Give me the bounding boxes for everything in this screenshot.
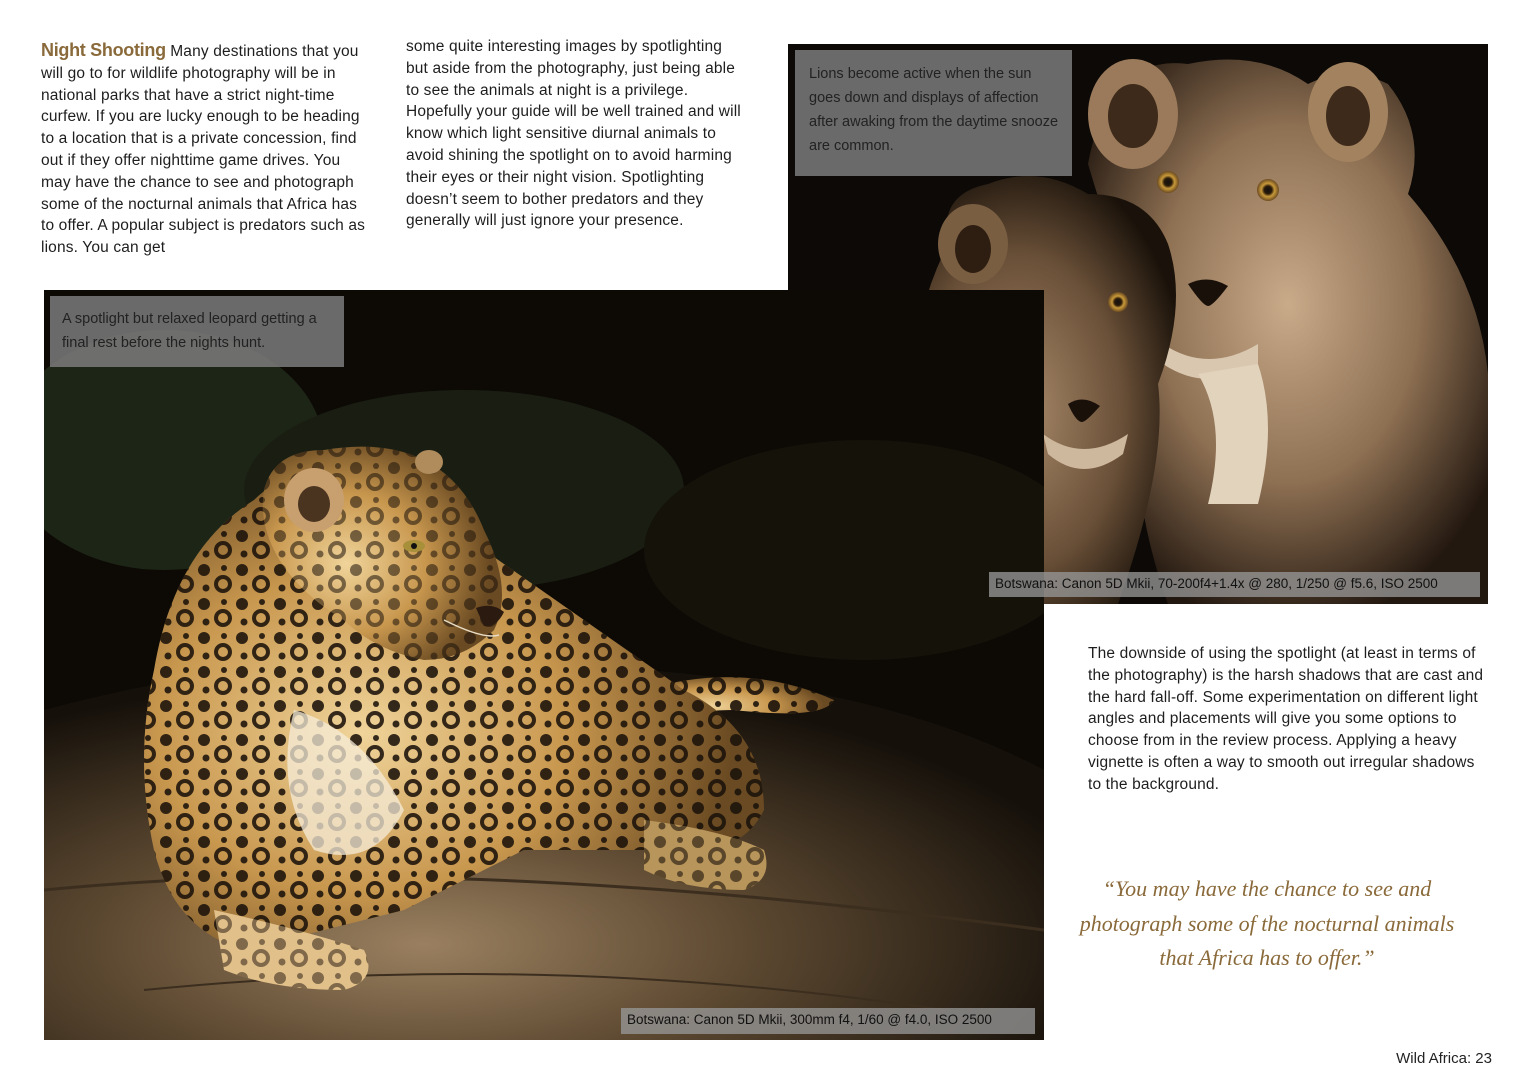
article-column-1 <box>41 40 373 259</box>
lion-photo-caption <box>795 50 1072 176</box>
article-column-2 <box>406 36 742 232</box>
section-heading: Night Shooting <box>41 40 166 60</box>
pull-quote: “You may have the chance to see and photograph some of the nocturnal animals that Africa has to offer.” <box>1079 876 1455 970</box>
leopard-photo-caption <box>50 296 344 367</box>
lion-photo-exif: Botswana: Canon 5D Mkii, 70-200f4+1.4x @ 280, 1/250 @ f5.6, ISO 2500 <box>989 572 1480 597</box>
page-footer: Wild Africa: 23 <box>1396 1050 1492 1067</box>
leopard-photo-illustration <box>44 290 1044 1040</box>
leopard-caption-text: A spotlight but relaxed leopard getting a final rest before the nights hunt. <box>62 311 317 351</box>
leopard-photo-exif: Botswana: Canon 5D Mkii, 300mm f4, 1/60 @ f4.0, ISO 2500 <box>621 1008 1035 1034</box>
article-column-3 <box>1088 643 1488 796</box>
leopard-photo <box>44 290 1044 1040</box>
column-3-text: The downside of using the spotlight (at least in terms of the photography) is the harsh shadows that are cast and the hard fall-off. Some experimentation on different light angles and placements will give you some options to choose from in the review process. Applying a heavy vignette is often a way to smooth out irregular shadows to the background. <box>1088 645 1484 793</box>
column-2-text: some quite interesting images by spotlighting but aside from the photography, just being able to see the animals at night is a privilege. Hopefully your guide will be well trained and will know which light sensitive diurnal animals to avoid shining the spotlight on to avoid harming their eyes or their night vision. Spotlighting doesn’t seem to bother predators and they generally will just ignore your presence. <box>406 38 741 230</box>
lion-caption-text: Lions become active when the sun goes down and displays of affection after awaking from the daytime snooze are common. <box>809 66 1059 154</box>
column-1-text: Many destinations that you will go to for wildlife photography will be in national parks that have a strict night-time curfew. If you are lucky enough to be heading to a location that is a private concession, find out if they offer nighttime game drives. You may have the chance to see and photograph some of the nocturnal animals that Africa has to offer. A popular subject is predators such as lions. You can get <box>41 43 365 257</box>
